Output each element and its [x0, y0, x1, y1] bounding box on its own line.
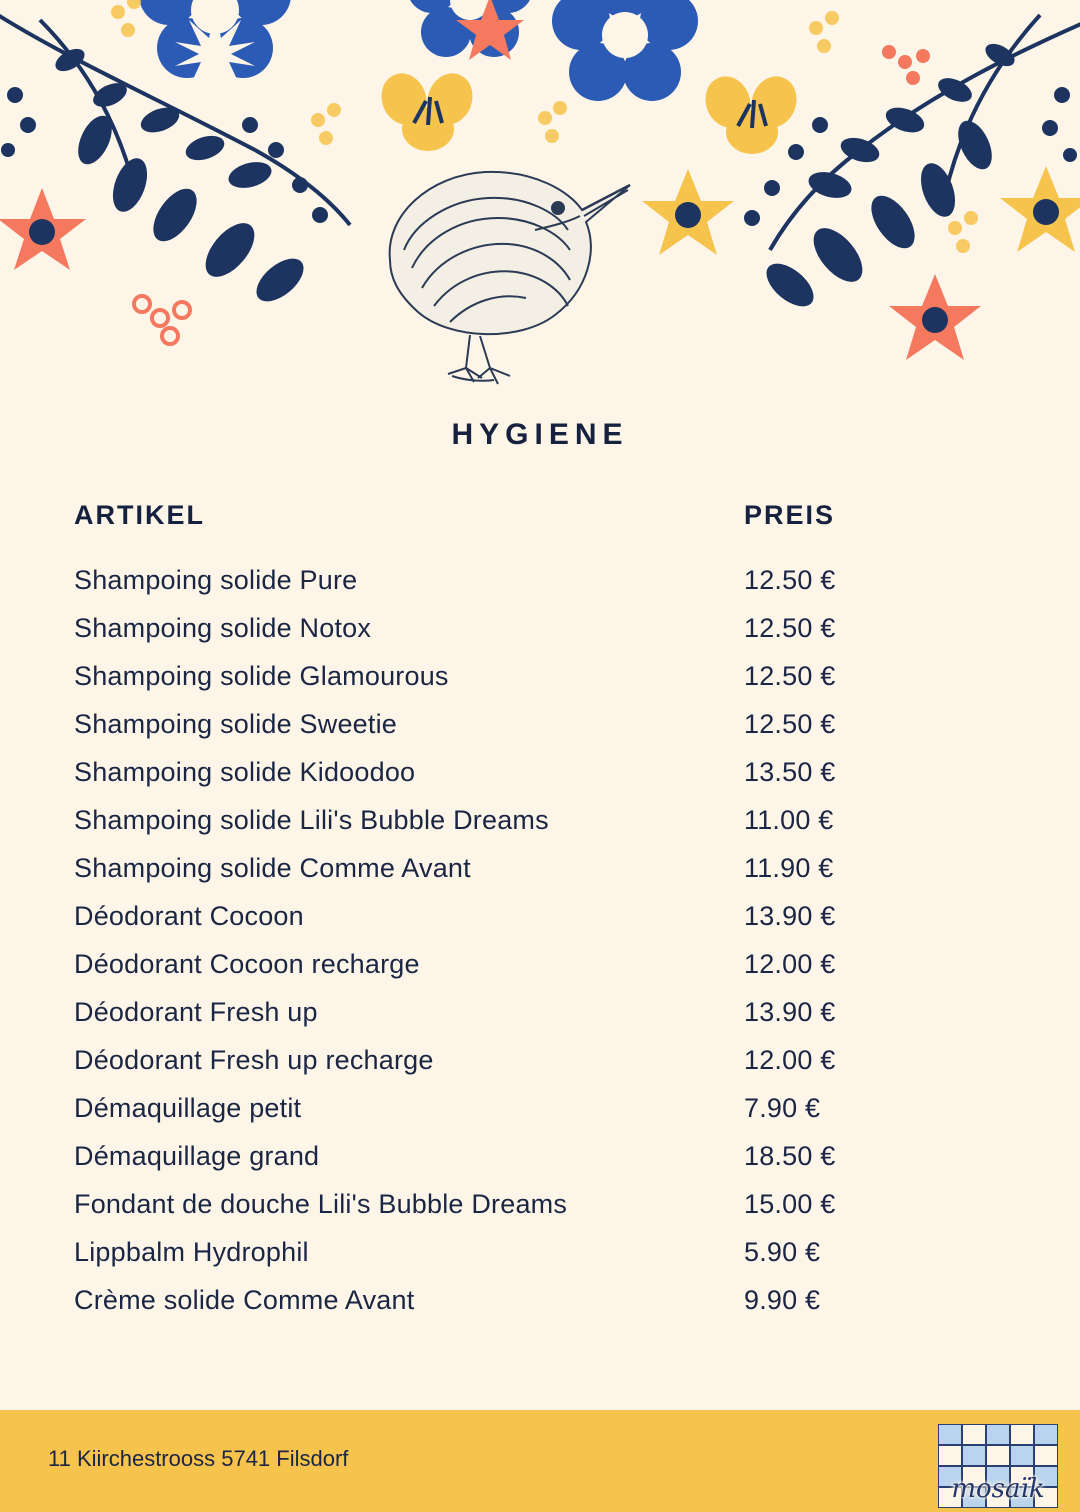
table-row	[74, 757, 1014, 805]
item-price: 11.00 €	[744, 805, 834, 835]
item-price: 7.90 €	[744, 1093, 821, 1123]
page-title: HYGIENE	[451, 418, 629, 451]
item-name: Shampoing solide Glamourous	[74, 661, 449, 691]
item-name: Crème solide Comme Avant	[74, 1285, 415, 1315]
table-row	[74, 661, 1014, 709]
item-price: 12.50 €	[744, 565, 836, 595]
item-name: Shampoing solide Notox	[74, 613, 372, 643]
table-row	[74, 1285, 1014, 1333]
table-header-row	[74, 500, 1014, 531]
table-row	[74, 805, 1014, 853]
table-row	[74, 565, 1014, 613]
item-price: 15.00 €	[744, 1189, 836, 1219]
column-header-item: ARTIKEL	[74, 500, 205, 530]
bird-illustration	[330, 130, 660, 390]
item-price: 18.50 €	[744, 1141, 836, 1171]
table-row	[74, 853, 1014, 901]
item-name: Shampoing solide Kidoodoo	[74, 757, 416, 787]
mosaik-logo	[938, 1424, 1058, 1508]
table-row	[74, 1189, 1014, 1237]
item-price: 11.90 €	[744, 853, 834, 883]
item-name: Shampoing solide Pure	[74, 565, 358, 595]
item-name: Lippbalm Hydrophil	[74, 1237, 309, 1267]
table-row	[74, 613, 1014, 661]
table-row	[74, 1093, 1014, 1141]
item-price: 13.90 €	[744, 997, 836, 1027]
item-price: 9.90 €	[744, 1285, 821, 1315]
table-row	[74, 709, 1014, 757]
item-name: Démaquillage grand	[74, 1141, 320, 1171]
table-row	[74, 1141, 1014, 1189]
table-row	[74, 1045, 1014, 1093]
item-price: 12.00 €	[744, 949, 836, 979]
column-header-price: PREIS	[744, 500, 836, 530]
table-row	[74, 997, 1014, 1045]
price-table	[74, 500, 1014, 1333]
item-price: 12.00 €	[744, 1045, 836, 1075]
item-name: Shampoing solide Lili's Bubble Dreams	[74, 805, 549, 835]
item-price: 13.90 €	[744, 901, 836, 931]
item-name: Déodorant Fresh up	[74, 997, 318, 1027]
footer-bar	[0, 1410, 1080, 1512]
item-price: 12.50 €	[744, 613, 836, 643]
item-name: Shampoing solide Sweetie	[74, 709, 397, 739]
footer-address: 11 Kiirchestrooss 5741 Filsdorf	[48, 1446, 349, 1471]
table-row	[74, 949, 1014, 997]
item-price: 12.50 €	[744, 661, 836, 691]
item-name: Démaquillage petit	[74, 1093, 302, 1123]
item-name: Shampoing solide Comme Avant	[74, 853, 471, 883]
table-row	[74, 1237, 1014, 1285]
item-price: 5.90 €	[744, 1237, 821, 1267]
item-name: Déodorant Fresh up recharge	[74, 1045, 434, 1075]
logo-wordmark: mosaïk	[951, 1474, 1045, 1504]
item-name: Déodorant Cocoon	[74, 901, 304, 931]
item-name: Fondant de douche Lili's Bubble Dreams	[74, 1189, 568, 1219]
table-row	[74, 901, 1014, 949]
item-name: Déodorant Cocoon recharge	[74, 949, 420, 979]
item-price: 13.50 €	[744, 757, 836, 787]
item-price: 12.50 €	[744, 709, 836, 739]
